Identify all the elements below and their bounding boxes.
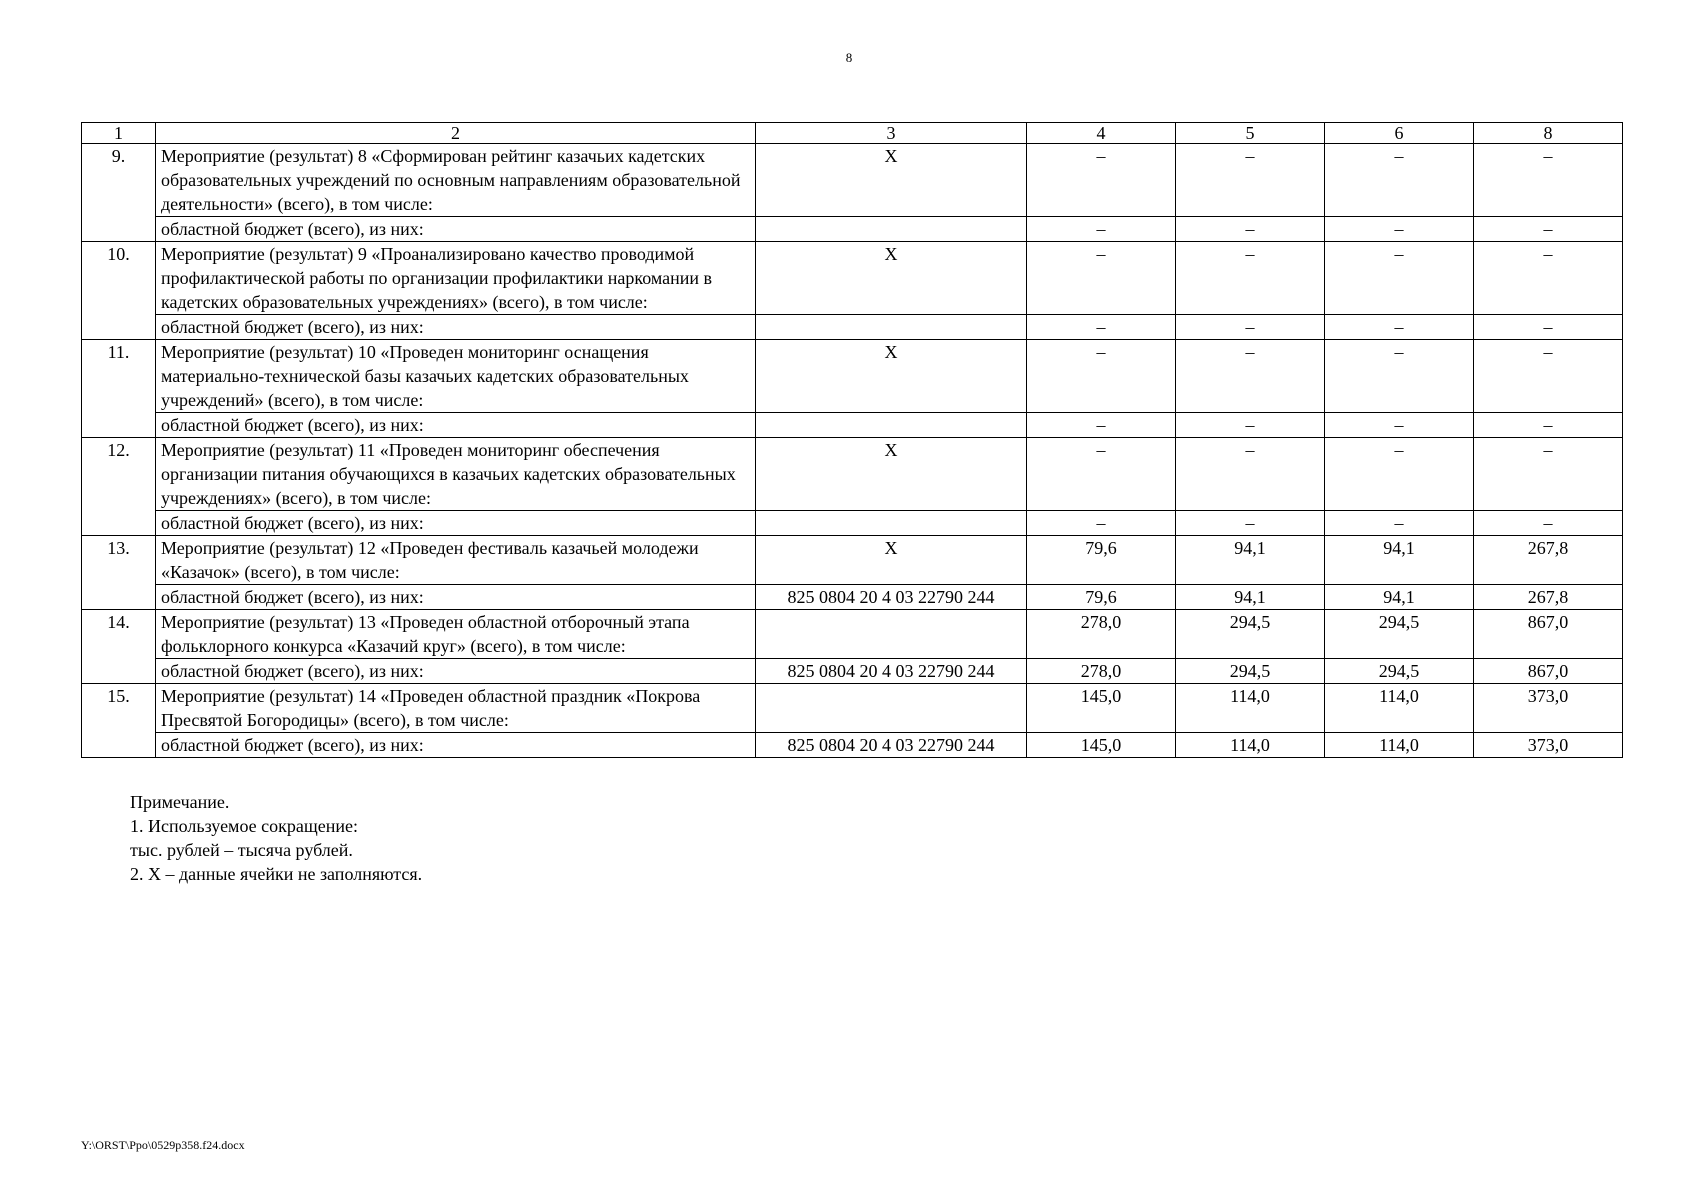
- value-cell: 373,0: [1474, 733, 1623, 758]
- value-cell: –: [1325, 340, 1474, 413]
- value-cell: –: [1176, 413, 1325, 438]
- value-cell: –: [1176, 340, 1325, 413]
- value-cell: 145,0: [1027, 733, 1176, 758]
- value-cell: 294,5: [1325, 659, 1474, 684]
- value-cell: –: [1176, 511, 1325, 536]
- budget-code: [756, 217, 1027, 242]
- file-path-footer: Y:\ORST\Ppo\0529p358.f24.docx: [81, 1138, 245, 1152]
- value-cell: 294,5: [1325, 610, 1474, 659]
- budget-label: областной бюджет (всего), из них:: [156, 217, 756, 242]
- budget-code: 825 0804 20 4 03 22790 244: [756, 585, 1027, 610]
- value-cell: –: [1474, 340, 1623, 413]
- value-cell: –: [1474, 144, 1623, 217]
- header-cell: 3: [756, 123, 1027, 144]
- note-line: тыс. рублей – тысяча рублей.: [130, 840, 353, 860]
- activity-description: Мероприятие (результат) 12 «Проведен фестиваль казачьей молодежи «Казачок» (всего), в том числе:: [156, 536, 756, 585]
- value-cell: –: [1474, 438, 1623, 511]
- budget-code: Х: [756, 144, 1027, 217]
- budget-code: [756, 684, 1027, 733]
- value-cell: –: [1027, 413, 1176, 438]
- activity-row: [82, 242, 1623, 315]
- value-cell: –: [1176, 217, 1325, 242]
- value-cell: –: [1325, 242, 1474, 315]
- value-cell: –: [1325, 217, 1474, 242]
- row-number: 13.: [82, 536, 156, 610]
- activity-description: Мероприятие (результат) 8 «Сформирован рейтинг казачьих кадетских образовательных учреждений по основным направлениям образовательной деятельности» (всего), в том числе:: [156, 144, 756, 217]
- value-cell: 294,5: [1176, 659, 1325, 684]
- note-block: [130, 790, 422, 886]
- value-cell: –: [1027, 242, 1176, 315]
- value-cell: –: [1474, 315, 1623, 340]
- header-cell: 8: [1474, 123, 1623, 144]
- budget-code: [756, 315, 1027, 340]
- value-cell: –: [1325, 315, 1474, 340]
- activity-description: Мероприятие (результат) 13 «Проведен областной отборочный этапа фольклорного конкурса «Казачий круг» (всего), в том числе:: [156, 610, 756, 659]
- value-cell: 79,6: [1027, 585, 1176, 610]
- budget-code: Х: [756, 438, 1027, 511]
- note-line: 1. Используемое сокращение:: [130, 816, 358, 836]
- budget-code: 825 0804 20 4 03 22790 244: [756, 733, 1027, 758]
- budget-label: областной бюджет (всего), из них:: [156, 585, 756, 610]
- value-cell: 867,0: [1474, 659, 1623, 684]
- value-cell: –: [1474, 511, 1623, 536]
- budget-table: [81, 122, 1623, 758]
- activity-row: [82, 340, 1623, 413]
- budget-subrow: [82, 217, 1623, 242]
- value-cell: 278,0: [1027, 610, 1176, 659]
- budget-subrow: [82, 511, 1623, 536]
- value-cell: –: [1176, 242, 1325, 315]
- value-cell: –: [1176, 438, 1325, 511]
- value-cell: 114,0: [1176, 684, 1325, 733]
- value-cell: –: [1027, 315, 1176, 340]
- value-cell: –: [1176, 144, 1325, 217]
- row-number: 15.: [82, 684, 156, 758]
- header-cell: 2: [156, 123, 756, 144]
- value-cell: 145,0: [1027, 684, 1176, 733]
- activity-description: Мероприятие (результат) 10 «Проведен мониторинг оснащения материально-технической базы казачьих кадетских образовательных учреждений» (всего), в том числе:: [156, 340, 756, 413]
- budget-subrow: [82, 733, 1623, 758]
- header-cell: 1: [82, 123, 156, 144]
- activity-row: [82, 536, 1623, 585]
- budget-label: областной бюджет (всего), из них:: [156, 413, 756, 438]
- header-cell: 4: [1027, 123, 1176, 144]
- value-cell: –: [1176, 315, 1325, 340]
- value-cell: 373,0: [1474, 684, 1623, 733]
- note-line: 2. Х – данные ячейки не заполняются.: [130, 864, 423, 884]
- value-cell: –: [1325, 511, 1474, 536]
- budget-label: областной бюджет (всего), из них:: [156, 315, 756, 340]
- budget-subrow: [82, 315, 1623, 340]
- value-cell: –: [1325, 144, 1474, 217]
- value-cell: 114,0: [1325, 733, 1474, 758]
- budget-code: Х: [756, 340, 1027, 413]
- activity-description: Мероприятие (результат) 11 «Проведен мониторинг обеспечения организации питания обучающихся в казачьих кадетских образовательных учреждениях» (всего), в том числе:: [156, 438, 756, 511]
- budget-code: Х: [756, 536, 1027, 585]
- activity-row: [82, 684, 1623, 733]
- budget-label: областной бюджет (всего), из них:: [156, 511, 756, 536]
- value-cell: 94,1: [1176, 536, 1325, 585]
- value-cell: –: [1027, 144, 1176, 217]
- row-number: 11.: [82, 340, 156, 438]
- value-cell: 294,5: [1176, 610, 1325, 659]
- header-cell: 5: [1176, 123, 1325, 144]
- value-cell: 114,0: [1176, 733, 1325, 758]
- activity-description: Мероприятие (результат) 9 «Проанализировано качество проводимой профилактической работы по организации профилактики наркомании в кадетских образовательных учреждениях» (всего), в том числе:: [156, 242, 756, 315]
- value-cell: –: [1474, 217, 1623, 242]
- value-cell: 94,1: [1325, 536, 1474, 585]
- budget-subrow: [82, 413, 1623, 438]
- budget-code: Х: [756, 242, 1027, 315]
- value-cell: –: [1474, 413, 1623, 438]
- value-cell: –: [1027, 340, 1176, 413]
- row-number: 9.: [82, 144, 156, 242]
- budget-code: [756, 413, 1027, 438]
- row-number: 14.: [82, 610, 156, 684]
- value-cell: 267,8: [1474, 585, 1623, 610]
- budget-subrow: [82, 659, 1623, 684]
- value-cell: 114,0: [1325, 684, 1474, 733]
- note-title: Примечание.: [130, 792, 230, 812]
- value-cell: –: [1474, 242, 1623, 315]
- header-row: [82, 123, 1623, 144]
- activity-row: [82, 610, 1623, 659]
- value-cell: 267,8: [1474, 536, 1623, 585]
- budget-code: [756, 511, 1027, 536]
- page-number: 8: [845, 50, 853, 65]
- value-cell: 94,1: [1176, 585, 1325, 610]
- budget-label: областной бюджет (всего), из них:: [156, 659, 756, 684]
- header-cell: 6: [1325, 123, 1474, 144]
- row-number: 10.: [82, 242, 156, 340]
- value-cell: 79,6: [1027, 536, 1176, 585]
- value-cell: –: [1325, 413, 1474, 438]
- activity-row: [82, 144, 1623, 217]
- value-cell: –: [1027, 511, 1176, 536]
- budget-subrow: [82, 585, 1623, 610]
- value-cell: 867,0: [1474, 610, 1623, 659]
- activity-row: [82, 438, 1623, 511]
- row-number: 12.: [82, 438, 156, 536]
- value-cell: 94,1: [1325, 585, 1474, 610]
- budget-code: 825 0804 20 4 03 22790 244: [756, 659, 1027, 684]
- budget-label: областной бюджет (всего), из них:: [156, 733, 756, 758]
- activity-description: Мероприятие (результат) 14 «Проведен областной праздник «Покрова Пресвятой Богородицы» (всего), в том числе:: [156, 684, 756, 733]
- value-cell: 278,0: [1027, 659, 1176, 684]
- value-cell: –: [1027, 438, 1176, 511]
- value-cell: –: [1027, 217, 1176, 242]
- value-cell: –: [1325, 438, 1474, 511]
- budget-code: [756, 610, 1027, 659]
